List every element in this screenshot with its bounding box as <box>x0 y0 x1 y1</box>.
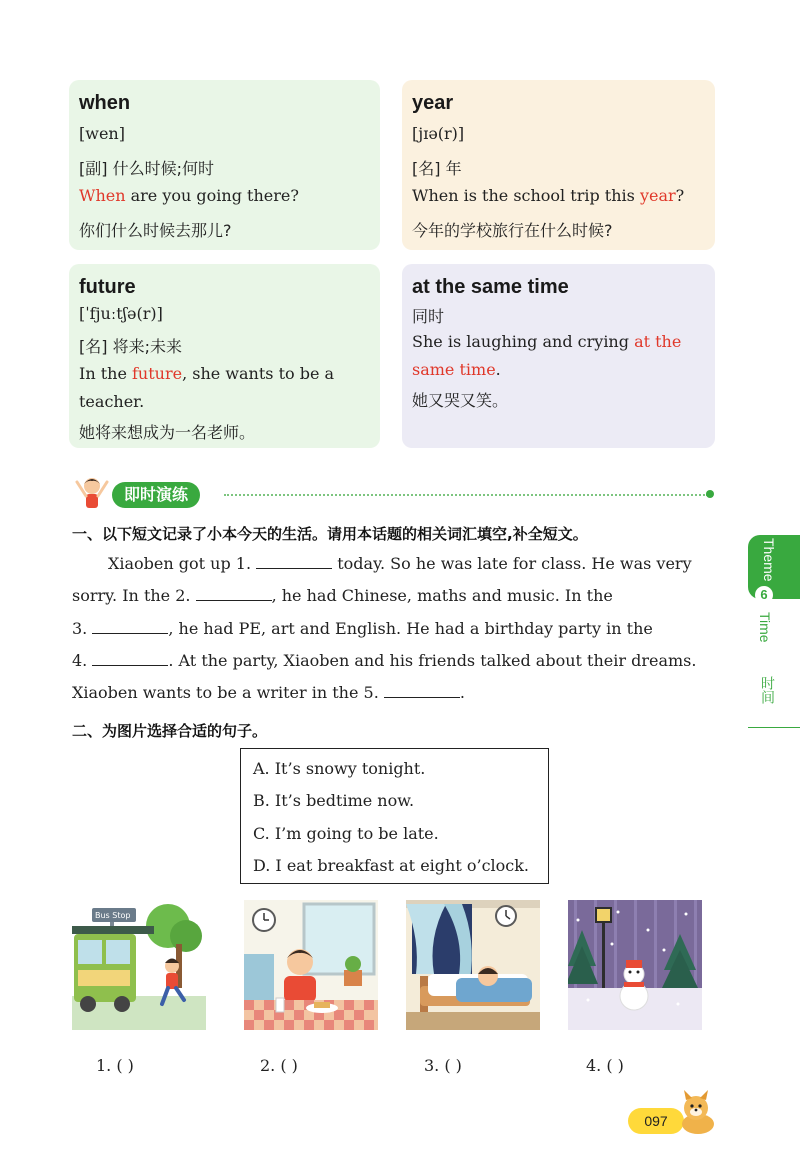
passage-line-1 <box>72 548 716 580</box>
choice-box <box>240 748 549 884</box>
passage-text: sorry. In the 2. <box>72 586 196 605</box>
blank-3[interactable] <box>92 617 168 634</box>
page-number: 097 <box>628 1108 684 1134</box>
example-highlight: same time <box>412 360 496 379</box>
vocab-word: future <box>79 276 136 298</box>
choice-a: A. It’s snowy tonight. <box>253 759 426 778</box>
choice-b: B. It’s bedtime now. <box>253 791 415 810</box>
theme-topic-cn: 时间 <box>759 676 775 704</box>
example-text: , she wants to be a <box>182 364 335 383</box>
passage-text: Xiaoben wants to be a writer in the 5. <box>72 683 384 702</box>
vocab-phonetic: [jɪə(r)] <box>412 124 465 143</box>
vocab-example-line2: teacher. <box>79 392 145 411</box>
passage-text: today. So he was late for class. He was very <box>332 554 692 573</box>
vocab-meaning: [名] 将来;未来 <box>79 337 182 356</box>
vocab-example <box>412 186 684 205</box>
blank-4[interactable] <box>92 649 168 666</box>
blank-2[interactable] <box>196 584 272 601</box>
example-text: In the <box>79 364 132 383</box>
example-text: . <box>495 360 501 379</box>
section-divider <box>224 494 708 496</box>
vocab-translation: 她又哭又笑。 <box>412 391 509 410</box>
answer-slot-1[interactable]: 1. ( ) <box>96 1056 134 1075</box>
question-1-title: 一、以下短文记录了小本今天的生活。请用本话题的相关词汇填空,补全短文。 <box>72 525 588 543</box>
side-divider <box>748 727 800 728</box>
theme-number: 6 <box>755 586 773 604</box>
vocab-meaning: [副] 什么时候;何时 <box>79 159 214 178</box>
vocab-example <box>412 332 681 351</box>
picture-breakfast <box>244 900 378 1030</box>
theme-topic: Time <box>757 612 773 643</box>
example-text: are you going there? <box>125 186 299 205</box>
passage-text: . <box>459 683 465 702</box>
vocab-word: at the same time <box>412 276 569 298</box>
cheering-kid-icon <box>72 472 112 512</box>
example-text: ? <box>675 186 685 205</box>
vocab-word: year <box>412 92 454 114</box>
vocab-word: when <box>79 92 131 114</box>
blank-5[interactable] <box>384 681 460 698</box>
divider-end-dot <box>706 490 714 498</box>
example-highlight: at the <box>634 332 682 351</box>
vocab-phonetic: [wen] <box>79 124 125 143</box>
vocab-card-future <box>69 264 380 448</box>
theme-label: Theme <box>761 538 777 582</box>
example-text: When is the school trip this <box>412 186 640 205</box>
section-header <box>72 478 722 512</box>
vocab-card-when <box>69 80 380 250</box>
vocab-example <box>79 186 299 205</box>
vocab-translation: 今年的学校旅行在什么时候? <box>412 221 613 240</box>
dog-mascot-icon <box>674 1090 720 1136</box>
vocab-card-same-time <box>402 264 715 448</box>
answer-slot-3[interactable]: 3. ( ) <box>424 1056 462 1075</box>
question-2-title: 二、为图片选择合适的句子。 <box>72 722 268 740</box>
passage-text: . At the party, Xiaoben and his friends talked about their dreams. <box>168 651 697 670</box>
vocab-phonetic: [ˈfjuːtʃə(r)] <box>79 304 163 323</box>
example-highlight: year <box>639 186 676 205</box>
answer-slot-2[interactable]: 2. ( ) <box>260 1056 298 1075</box>
vocab-translation: 你们什么时候去那儿? <box>79 221 232 240</box>
passage-text: , he had Chinese, maths and music. In the <box>271 586 613 605</box>
answer-slot-4[interactable]: 4. ( ) <box>586 1056 624 1075</box>
passage-line-4 <box>72 645 716 677</box>
vocab-meaning: 同时 <box>412 307 445 326</box>
picture-bus-stop <box>72 900 206 1030</box>
example-highlight: When <box>79 186 126 205</box>
passage-line-2 <box>72 580 716 612</box>
passage-line-3 <box>72 613 716 645</box>
vocab-example <box>79 364 334 383</box>
passage-text: 3. <box>72 619 93 638</box>
vocab-translation: 她将来想成为一名老师。 <box>79 423 256 442</box>
picture-snowy-night <box>568 900 702 1030</box>
picture-bedtime <box>406 900 540 1030</box>
blank-1[interactable] <box>256 552 332 569</box>
passage-text: 4. <box>72 651 93 670</box>
choice-c: C. I’m going to be late. <box>253 824 439 843</box>
vocab-meaning: [名] 年 <box>412 159 462 178</box>
bus-stop-sign-text: Bus Stop <box>95 911 131 920</box>
passage-line-5 <box>72 677 716 709</box>
example-text: She is laughing and crying <box>412 332 635 351</box>
passage-text: Xiaoben got up 1. <box>108 554 257 573</box>
vocab-example-line2 <box>412 360 501 379</box>
section-title: 即时演练 <box>112 482 200 508</box>
choice-d: D. I eat breakfast at eight o’clock. <box>253 856 530 875</box>
vocab-card-year <box>402 80 715 250</box>
example-highlight: future <box>132 364 183 383</box>
passage-text: , he had PE, art and English. He had a birthday party in the <box>168 619 653 638</box>
